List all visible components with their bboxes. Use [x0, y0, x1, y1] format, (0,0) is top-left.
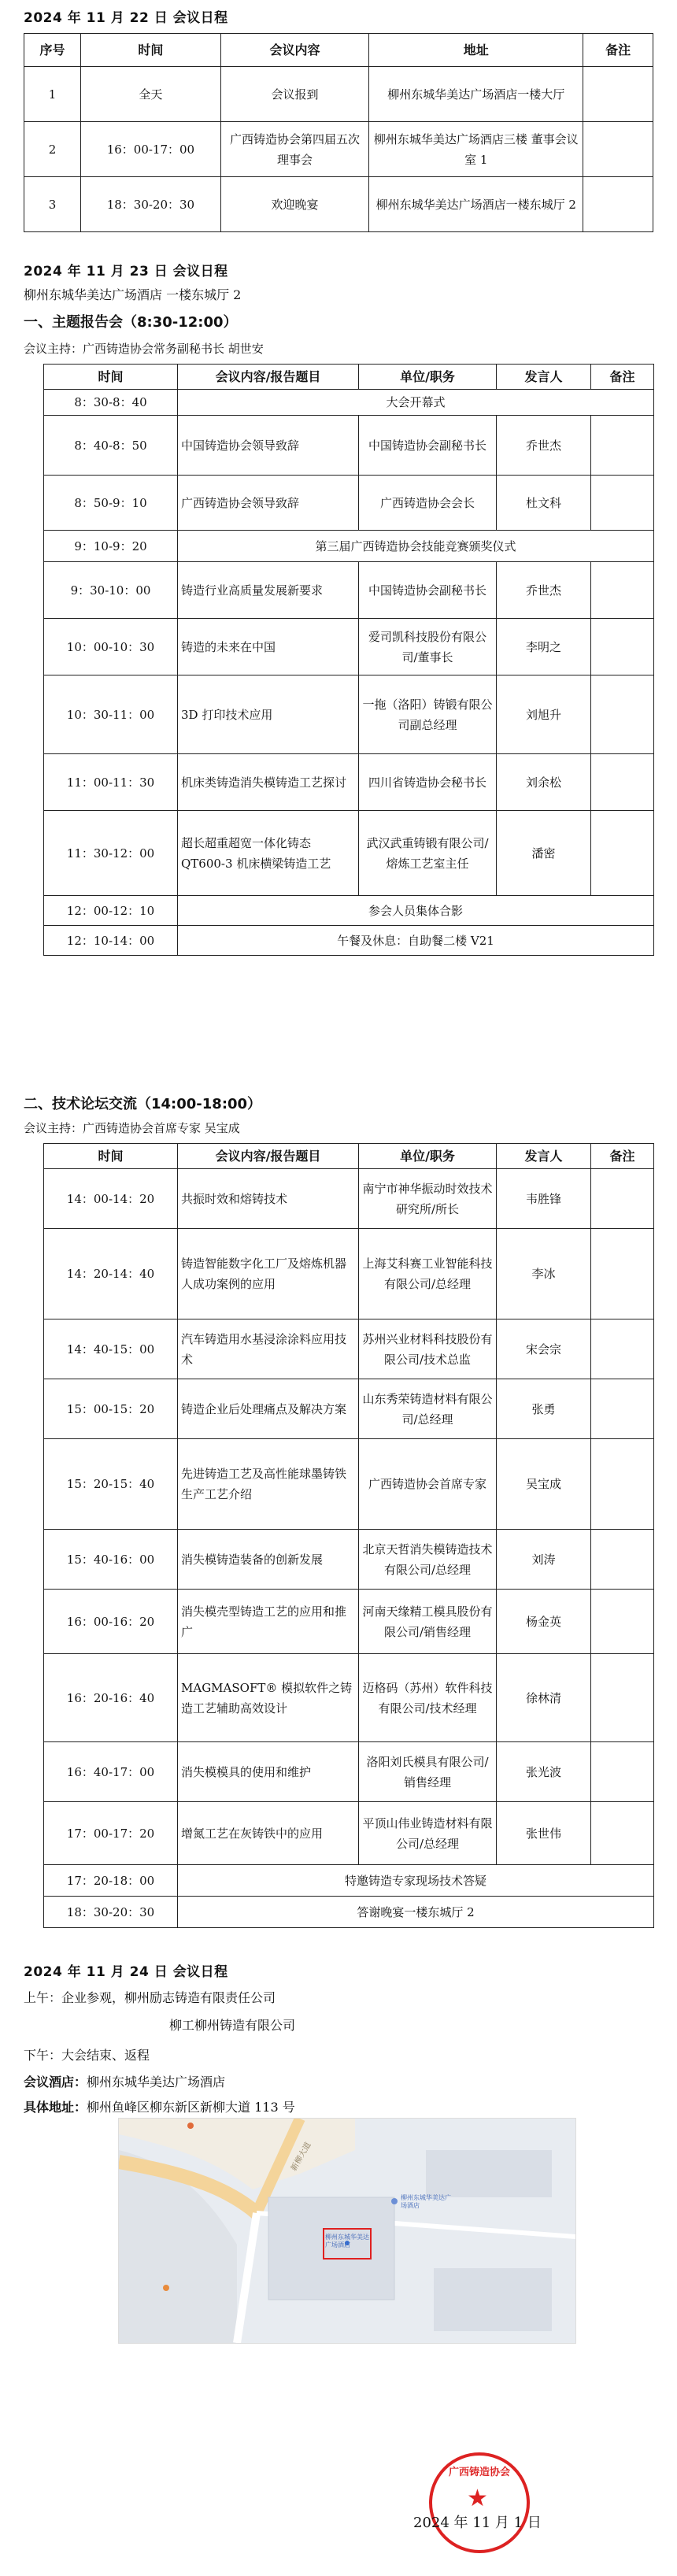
col-header: 发言人	[497, 1144, 591, 1169]
cell-note	[591, 1742, 654, 1802]
cell-content: 铸造企业后处理痛点及解决方案	[178, 1379, 359, 1439]
cell-unit: 中国铸造协会副秘书长	[359, 562, 497, 619]
cell-unit: 中国铸造协会副秘书长	[359, 416, 497, 476]
cell-unit: 广西铸造协会首席专家	[359, 1439, 497, 1530]
cell-content: 汽车铸造用水基浸涂涂料应用技术	[178, 1319, 359, 1379]
cell-time: 12：10-14：00	[44, 926, 178, 956]
cell-speaker: 李明之	[497, 619, 591, 675]
cell-note	[591, 619, 654, 675]
cell-time: 10：30-11：00	[44, 675, 178, 754]
col-header: 地址	[369, 34, 583, 67]
col-header: 备注	[583, 34, 653, 67]
table-row	[44, 811, 654, 896]
morning-visit-1: 企业参观，柳州励志铸造有限责任公司	[61, 1990, 276, 2005]
cell-span: 参会人员集体合影	[178, 896, 654, 926]
day2-venue: 柳州东城华美达广场酒店 一楼东城厅 2	[24, 287, 242, 302]
cell-time: 16：40-17：00	[44, 1742, 178, 1802]
table-row	[44, 675, 654, 754]
cell-span: 特邀铸造专家现场技术答疑	[178, 1865, 654, 1897]
cell-unit: 山东秀荣铸造材料有限公司/总经理	[359, 1379, 497, 1439]
table-row	[44, 926, 654, 956]
col-header: 发言人	[497, 365, 591, 390]
cell-unit: 北京天哲消失模铸造技术有限公司/总经理	[359, 1530, 497, 1590]
cell-time: 12：00-12：10	[44, 896, 178, 926]
col-header: 时间	[44, 365, 178, 390]
cell-note	[591, 1439, 654, 1530]
session1-table	[43, 364, 654, 956]
table-row	[44, 754, 654, 811]
cell-time: 9：10-9：20	[44, 531, 178, 562]
cell-content: 铸造的未来在中国	[178, 619, 359, 675]
cell-time: 11：00-11：30	[44, 754, 178, 811]
hotel-label: 会议酒店：	[24, 2074, 87, 2089]
hotel-line	[24, 2072, 225, 2090]
afternoon-line: 下午：大会结束、返程	[24, 2048, 150, 2063]
col-header: 时间	[81, 34, 221, 67]
morning-label: 上午：	[24, 1990, 62, 2005]
cell-unit: 四川省铸造协会秘书长	[359, 754, 497, 811]
cell-unit: 迈格码（苏州）软件科技有限公司/技术经理	[359, 1654, 497, 1742]
cell-unit: 爱司凯科技股份有限公司/董事长	[359, 619, 497, 675]
cell-time: 9：30-10：00	[44, 562, 178, 619]
cell-speaker: 杨金英	[497, 1590, 591, 1654]
table-row	[24, 122, 653, 177]
table-row	[44, 531, 654, 562]
cell-content: 共振时效和熔铸技术	[178, 1169, 359, 1229]
table-row	[44, 1379, 654, 1439]
cell-unit: 洛阳刘氏模具有限公司/销售经理	[359, 1742, 497, 1802]
session2-host: 会议主持：广西铸造协会首席专家 吴宝成	[24, 1121, 240, 1135]
address-line	[24, 2097, 295, 2115]
day3-title: 2024 年 11 月 24 日 会议日程	[24, 1964, 228, 1980]
table-row	[44, 476, 654, 531]
cell-unit: 上海艾科赛工业智能科技有限公司/总经理	[359, 1229, 497, 1319]
cell-content: 机床类铸造消失模铸造工艺探讨	[178, 754, 359, 811]
map-pin-icon	[187, 2123, 194, 2129]
cell-content: 消失模模具的使用和维护	[178, 1742, 359, 1802]
cell-speaker: 李冰	[497, 1229, 591, 1319]
cell-speaker: 张光波	[497, 1742, 591, 1802]
cell-content: 广西铸造协会领导致辞	[178, 476, 359, 531]
cell-note	[591, 1319, 654, 1379]
cell-note	[591, 1590, 654, 1654]
cell-time: 14：20-14：40	[44, 1229, 178, 1319]
cell-speaker: 刘涛	[497, 1530, 591, 1590]
col-header: 会议内容	[220, 34, 369, 67]
cell-note	[591, 476, 654, 531]
table-row	[24, 67, 653, 122]
seal-star-icon: ★	[467, 2485, 488, 2512]
table-row	[44, 619, 654, 675]
cell-time: 17：20-18：00	[44, 1865, 178, 1897]
cell-note	[591, 754, 654, 811]
table-row	[24, 177, 653, 232]
cell-time: 8：30-8：40	[44, 390, 178, 416]
cell-time: 8：50-9：10	[44, 476, 178, 531]
cell-content: MAGMASOFT® 模拟软件之铸造工艺辅助高效设计	[178, 1654, 359, 1742]
cell-speaker: 潘密	[497, 811, 591, 896]
session1-host: 会议主持：广西铸造协会常务副秘书长 胡世安	[24, 342, 264, 356]
table-row	[44, 1865, 654, 1897]
col-header: 序号	[24, 34, 81, 67]
table-row	[44, 562, 654, 619]
cell-note	[591, 1379, 654, 1439]
session1-title: 一、主题报告会（8:30-12:00）	[24, 314, 238, 331]
address-label: 具体地址：	[24, 2100, 87, 2115]
cell-note	[591, 675, 654, 754]
map-graphic	[119, 2119, 575, 2343]
cell-content: 欢迎晚宴	[220, 177, 369, 232]
cell-speaker: 杜文科	[497, 476, 591, 531]
col-header: 单位/职务	[359, 1144, 497, 1169]
morning-visit-2: 柳工柳州铸造有限公司	[169, 2018, 296, 2033]
cell-time: 14：00-14：20	[44, 1169, 178, 1229]
table-row	[44, 1530, 654, 1590]
cell-content: 会议报到	[220, 67, 369, 122]
cell-speaker: 刘余松	[497, 754, 591, 811]
cell-time: 14：40-15：00	[44, 1319, 178, 1379]
cell-note	[583, 67, 653, 122]
cell-unit: 南宁市神华振动时效技术研究所/所长	[359, 1169, 497, 1229]
cell-speaker: 吴宝成	[497, 1439, 591, 1530]
cell-span: 第三届广西铸造协会技能竞赛颁奖仪式	[178, 531, 654, 562]
cell-time: 16：20-16：40	[44, 1654, 178, 1742]
cell-note	[591, 811, 654, 896]
cell-unit: 平顶山伟业铸造材料有限公司/总经理	[359, 1802, 497, 1865]
table-row	[44, 1897, 654, 1928]
official-seal	[429, 2452, 530, 2553]
cell-content: 超长超重超宽一体化铸态 QT600-3 机床横梁铸造工艺	[178, 811, 359, 896]
table-row	[44, 1590, 654, 1654]
cell-speaker: 乔世杰	[497, 416, 591, 476]
cell-span: 大会开幕式	[178, 390, 654, 416]
col-header: 备注	[591, 365, 654, 390]
day1-title: 2024 年 11 月 22 日 会议日程	[24, 10, 228, 26]
cell-note	[591, 1802, 654, 1865]
cell-note	[591, 416, 654, 476]
cell-content: 先进铸造工艺及高性能球墨铸铁生产工艺介绍	[178, 1439, 359, 1530]
table-row	[44, 1169, 654, 1229]
cell-time: 16：00-17：00	[81, 122, 221, 177]
address-text: 柳州鱼峰区柳东新区新柳大道 113 号	[87, 2100, 295, 2115]
cell-span: 答谢晚宴一楼东城厅 2	[178, 1897, 654, 1928]
col-header: 会议内容/报告题目	[178, 365, 359, 390]
cell-time: 17：00-17：20	[44, 1802, 178, 1865]
cell-unit: 武汉武重铸锻有限公司/熔炼工艺室主任	[359, 811, 497, 896]
cell-time: 16：00-16：20	[44, 1590, 178, 1654]
cell-content: 中国铸造协会领导致辞	[178, 416, 359, 476]
cell-note	[591, 1654, 654, 1742]
table-row	[44, 896, 654, 926]
cell-speaker: 张勇	[497, 1379, 591, 1439]
day1-table	[24, 33, 653, 232]
cell-time: 11：30-12：00	[44, 811, 178, 896]
cell-content: 消失模铸造装备的创新发展	[178, 1530, 359, 1590]
table-row	[44, 1229, 654, 1319]
cell-note	[583, 122, 653, 177]
cell-time: 15：40-16：00	[44, 1530, 178, 1590]
hotel-name: 柳州东城华美达广场酒店	[87, 2074, 226, 2089]
cell-place: 柳州东城华美达广场酒店三楼 董事会议室 1	[369, 122, 583, 177]
table-row	[44, 1319, 654, 1379]
cell-content: 增氮工艺在灰铸铁中的应用	[178, 1802, 359, 1865]
cell-no: 1	[24, 67, 81, 122]
cell-note	[583, 177, 653, 232]
table-row	[44, 1742, 654, 1802]
map-poi-label: 柳州东城华美达广场酒店	[401, 2194, 451, 2209]
sign-date: 2024 年 11 月 1 日	[413, 2515, 542, 2531]
col-header: 会议内容/报告题目	[178, 1144, 359, 1169]
cell-place: 柳州东城华美达广场酒店一楼东城厅 2	[369, 177, 583, 232]
session2-title: 二、技术论坛交流（14:00-18:00）	[24, 1096, 262, 1112]
cell-content: 铸造行业高质量发展新要求	[178, 562, 359, 619]
cell-time: 18：30-20：30	[44, 1897, 178, 1928]
table-row	[44, 416, 654, 476]
morning-line	[24, 1988, 276, 2006]
cell-note	[591, 562, 654, 619]
table-row	[44, 1802, 654, 1865]
cell-unit: 河南天缘精工模具股份有限公司/销售经理	[359, 1590, 497, 1654]
map-hotel-label: 柳州东城华美达广场酒店	[325, 2234, 369, 2248]
cell-speaker: 韦胜锋	[497, 1169, 591, 1229]
col-header: 时间	[44, 1144, 178, 1169]
cell-span: 午餐及休息：自助餐二楼 V21	[178, 926, 654, 956]
table-row	[44, 1439, 654, 1530]
cell-speaker: 徐林清	[497, 1654, 591, 1742]
cell-time: 18：30-20：30	[81, 177, 221, 232]
map-road-label: 新柳大道	[289, 2141, 313, 2173]
table-row	[44, 390, 654, 416]
cell-time: 全天	[81, 67, 221, 122]
table-row	[44, 1654, 654, 1742]
cell-no: 3	[24, 177, 81, 232]
cell-time: 15：20-15：40	[44, 1439, 178, 1530]
cell-unit: 广西铸造协会会长	[359, 476, 497, 531]
cell-note	[591, 1169, 654, 1229]
cell-unit: 苏州兴业材料科技股份有限公司/技术总监	[359, 1319, 497, 1379]
col-header: 备注	[591, 1144, 654, 1169]
cell-speaker: 张世伟	[497, 1802, 591, 1865]
location-map[interactable]	[118, 2118, 576, 2344]
cell-time: 15：00-15：20	[44, 1379, 178, 1439]
day2-title: 2024 年 11 月 23 日 会议日程	[24, 264, 228, 279]
cell-note	[591, 1530, 654, 1590]
cell-content: 消失模壳型铸造工艺的应用和推广	[178, 1590, 359, 1654]
cell-content: 3D 打印技术应用	[178, 675, 359, 754]
cell-no: 2	[24, 122, 81, 177]
seal-text: 广西铸造协会	[448, 2467, 510, 2478]
cell-time: 10：00-10：30	[44, 619, 178, 675]
cell-content: 广西铸造协会第四届五次理事会	[220, 122, 369, 177]
cell-speaker: 乔世杰	[497, 562, 591, 619]
cell-note	[591, 1229, 654, 1319]
cell-time: 8：40-8：50	[44, 416, 178, 476]
cell-speaker: 刘旭升	[497, 675, 591, 754]
col-header: 单位/职务	[359, 365, 497, 390]
cell-place: 柳州东城华美达广场酒店一楼大厅	[369, 67, 583, 122]
cell-unit: 一拖（洛阳）铸锻有限公司副总经理	[359, 675, 497, 754]
cell-speaker: 宋会宗	[497, 1319, 591, 1379]
session2-table	[43, 1143, 654, 1928]
cell-content: 铸造智能数字化工厂及熔炼机器人成功案例的应用	[178, 1229, 359, 1319]
